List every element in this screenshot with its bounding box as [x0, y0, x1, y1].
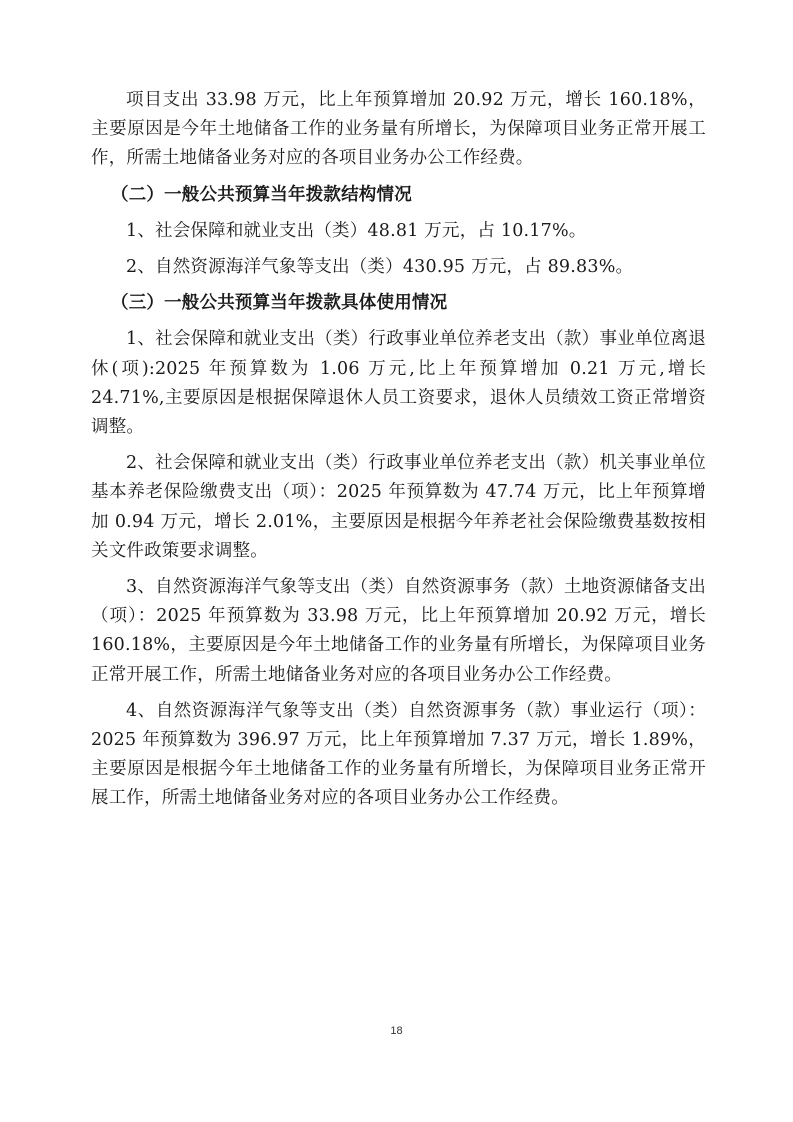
section-heading-usage: （三）一般公共预算当年拨款具体使用情况	[111, 293, 448, 314]
section-heading-structure: （二）一般公共预算当年拨款结构情况	[111, 184, 412, 205]
document-body	[91, 86, 706, 814]
paragraph-usage-item-4: 4、自然资源海洋气象等支出（类）自然资源事务（款）事业运行（项）：2025 年预算数为 396.97 万元，比上年预算增加 7.37 万元，增长 1.89%，主要原因是根据今年土地储备工作的业务量有所增长，为保障项目业务正常开展工作，所需土地储备业务对应的各项目业务办公工作经费。	[91, 700, 706, 809]
paragraph-usage-item-3: 3、自然资源海洋气象等支出（类）自然资源事务（款）土地资源储备支出（项）：2025 年预算数为 33.98 万元，比上年预算增加 20.92 万元，增长 160.18%，主要原因是今年土地储备工作的业务量有所增长，为保障项目业务正常开展工作，所需土地储备业务对应的各项目业务办公工作经费。	[91, 577, 706, 685]
paragraph-usage-item-2: 2、社会保障和就业支出（类）行政事业单位养老支出（款）机关事业单位基本养老保险缴费支出（项）：2025 年预算数为 47.74 万元，比上年预算增加 0.94 万元，增长 2.01%，主要原因是根据今年养老社会保险缴费基数按相关文件政策要求调整。	[91, 453, 706, 561]
paragraph-project-expenditure: 项目支出 33.98 万元，比上年预算增加 20.92 万元，增长 160.18%，主要原因是今年土地储备工作的业务量有所增长，为保障项目业务正常开展工作，所需土地储备业务对应的各项目业务办公工作经费。	[91, 90, 706, 169]
paragraph-social-security-share: 1、社会保障和就业支出（类）48.81 万元，占 10.17%。	[126, 220, 587, 241]
paragraph-natural-resources-share: 2、自然资源海洋气象等支出（类）430.95 万元，占 89.83%。	[126, 257, 634, 278]
page-number: 18	[390, 1025, 403, 1037]
paragraph-usage-item-1: 1、社会保障和就业支出（类）行政事业单位养老支出（款）事业单位离退休(项):2025 年预算数为 1.06 万元,比上年预算增加 0.21 万元,增长 24.71%,主要原因是根据保障退休人员工资要求，退休人员绩效工资正常增资调整。	[91, 329, 706, 438]
